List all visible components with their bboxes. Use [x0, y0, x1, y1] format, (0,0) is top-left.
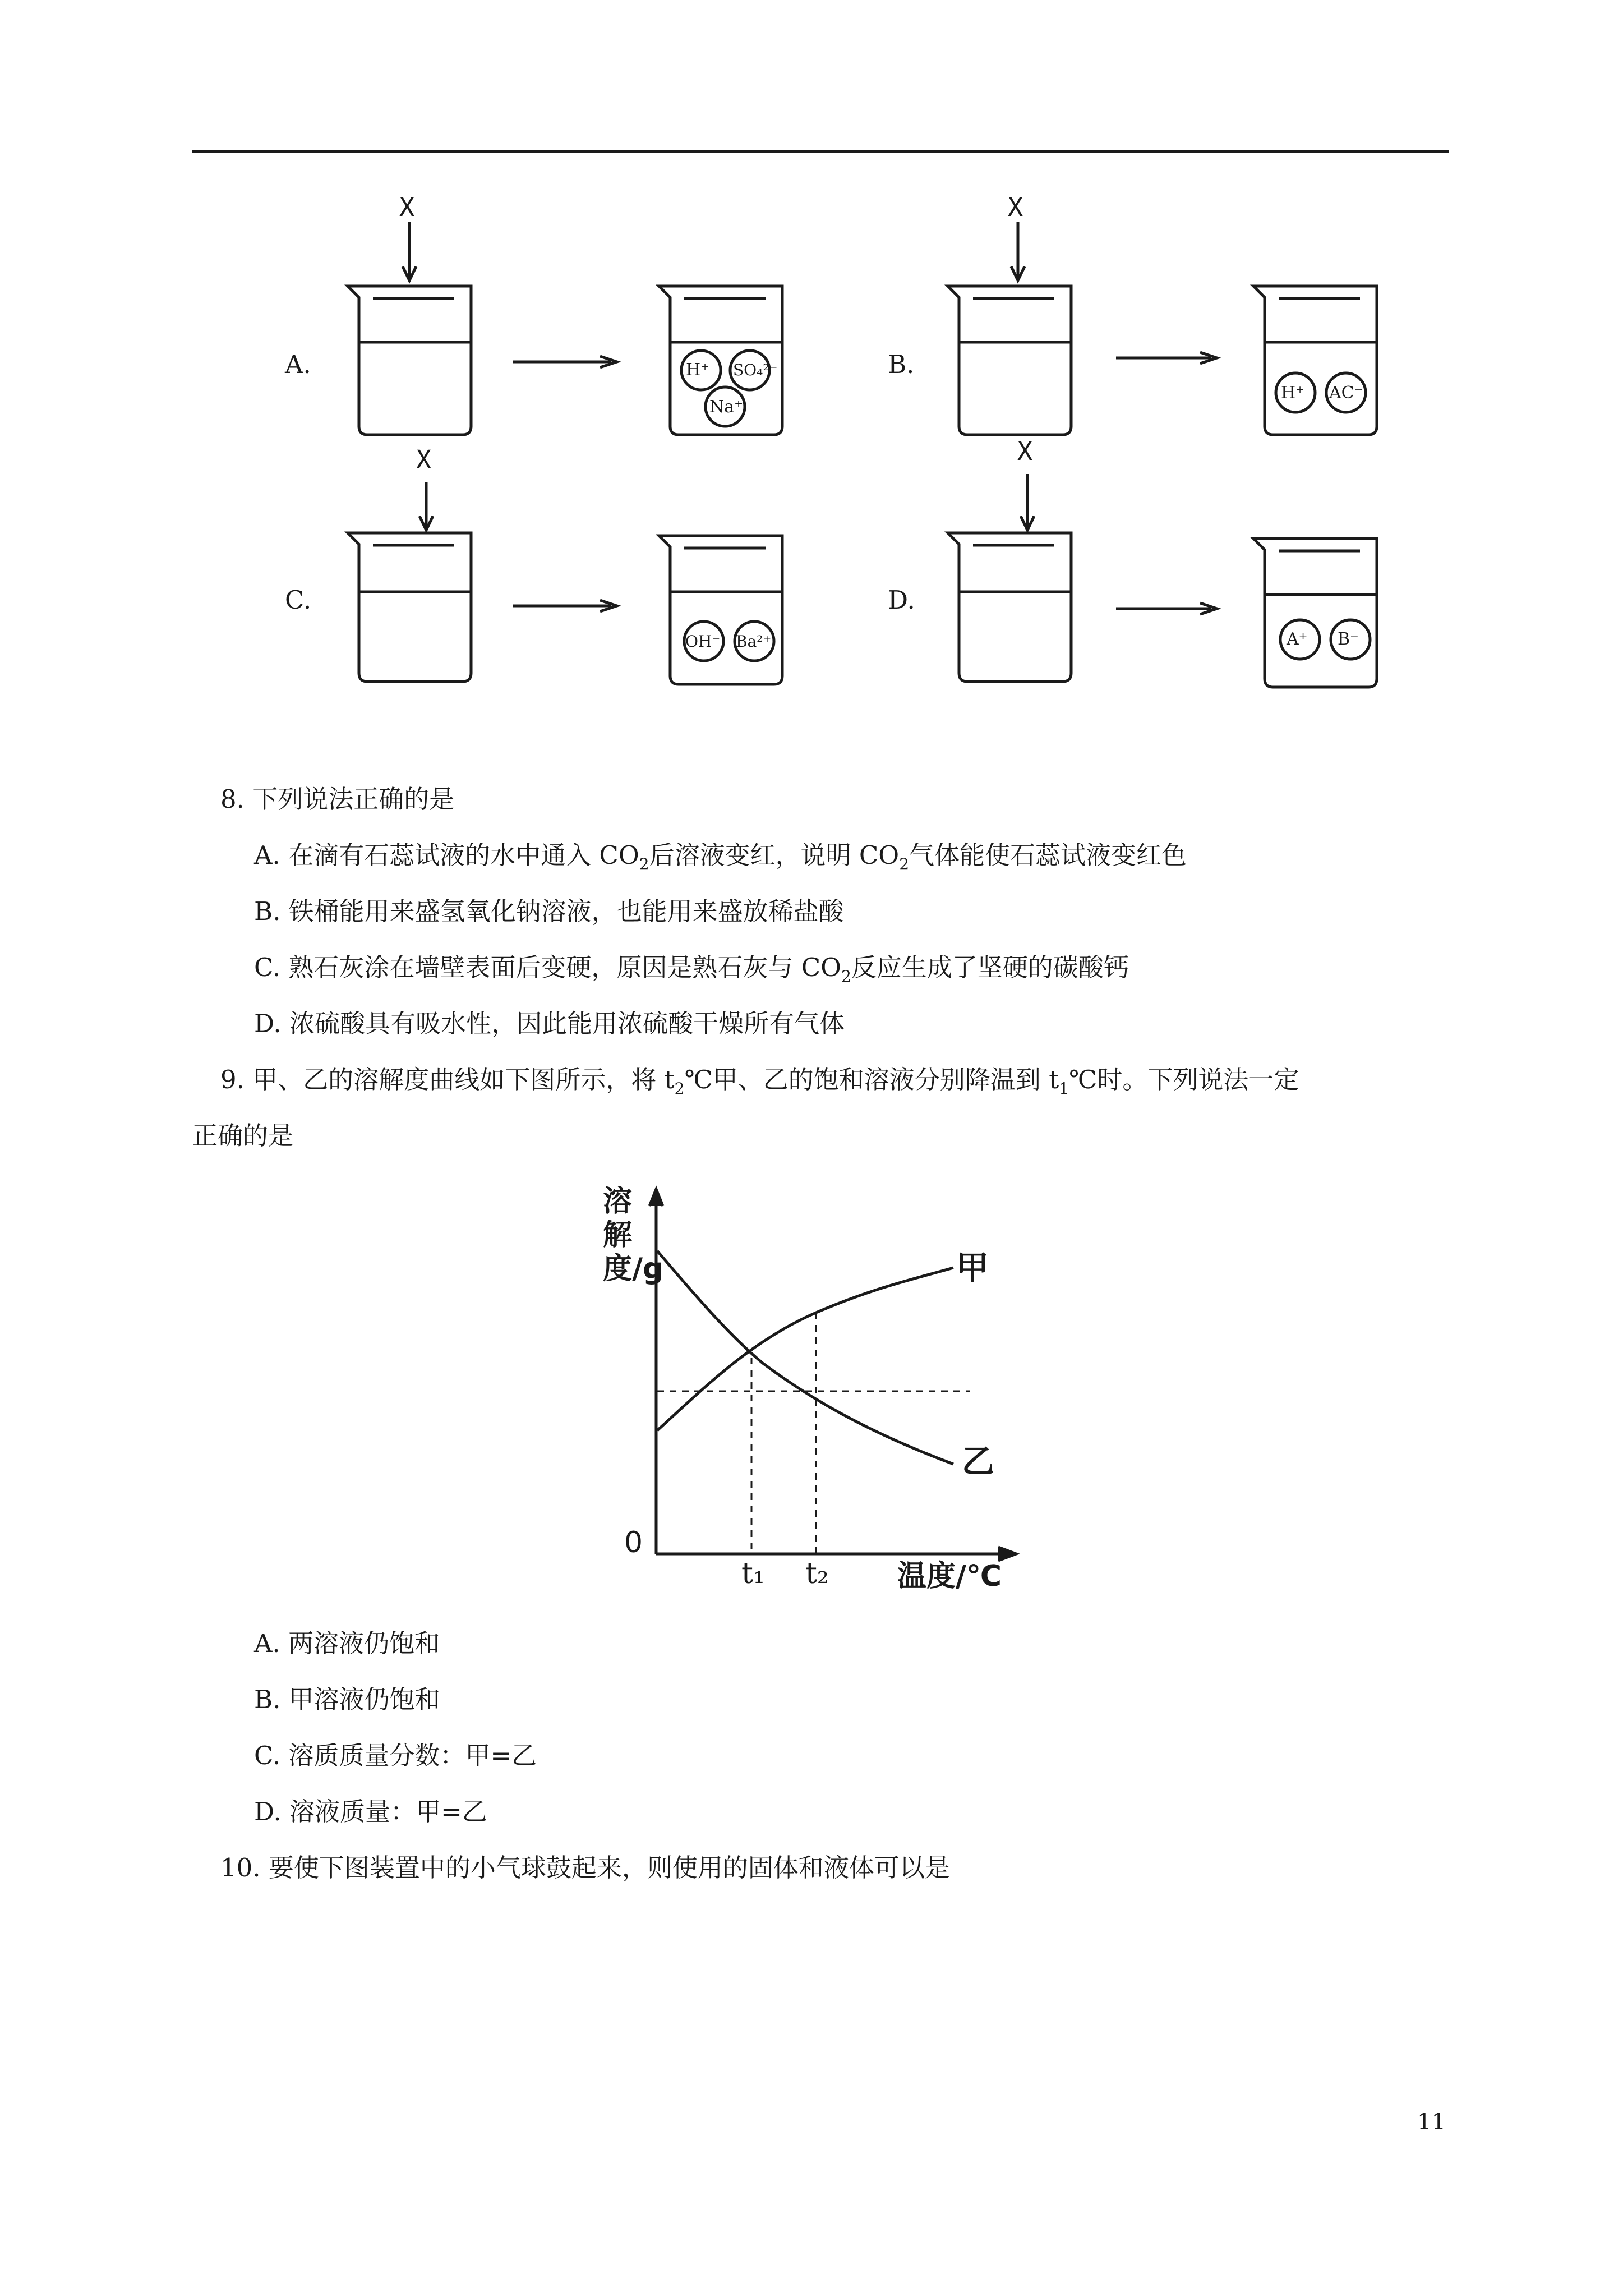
q9-stem-line2: 正确的是: [192, 1121, 294, 1151]
beaker-a-start: [348, 222, 471, 435]
q9-option-a: A. 两溶液仍饱和: [254, 1628, 440, 1658]
beaker-figure: [0, 168, 1623, 729]
ion-c-1: OH⁻: [685, 632, 721, 651]
panel-label-d: D.: [888, 585, 915, 615]
q8-option-b: B. 铁桶能用来盛氢氧化钠溶液，也能用来盛放稀盐酸: [254, 896, 844, 926]
solubility-chart: [594, 1172, 1099, 1599]
arrow-label-a: X: [399, 192, 415, 222]
q8-option-c: C. 熟石灰涂在墙壁表面后变硬，原因是熟石灰与 $CO_2$反应生成了坚硬的碳酸钙: [254, 953, 1129, 986]
y-axis-label: 溶解度/g: [603, 1185, 664, 1286]
ion-c-2: Ba²⁺: [736, 632, 772, 651]
q8-option-a: A. 在滴有石蕊试液的水中通入 $CO_2$后溶液变红，说明 $CO_2$气体能使石蕊试液变红色: [254, 840, 1187, 873]
beaker-b-end: [1253, 286, 1377, 435]
arrow-label-b: X: [1008, 192, 1023, 222]
beaker-c-start: [348, 482, 471, 682]
origin-label: 0: [624, 1526, 643, 1559]
ion-b-1: H⁺: [1281, 383, 1304, 403]
panel-label-a: A.: [285, 349, 311, 379]
beaker-c-end: [659, 536, 782, 684]
arrow-label-d: X: [1017, 436, 1033, 466]
ion-d-1: A⁺: [1287, 629, 1308, 649]
series-line-yi: [657, 1251, 953, 1464]
q9-option-d: D. 溶液质量：甲=乙: [254, 1797, 487, 1826]
x-axis-arrow: [998, 1547, 1016, 1561]
page-number: 11: [1417, 2109, 1446, 2135]
series-label-jia: 甲: [956, 1249, 989, 1287]
y-axis-arrow: [649, 1189, 663, 1206]
panel-label-c: C.: [285, 585, 312, 615]
series-line-jia: [657, 1268, 953, 1430]
beaker-d-end: [1253, 539, 1377, 687]
q8-stem: 8. 下列说法正确的是: [220, 784, 455, 814]
x-axis-label: 温度/℃: [897, 1559, 1002, 1593]
x-tick-t1: t₁: [741, 1557, 765, 1590]
arrow-label-c: X: [416, 445, 432, 475]
ion-d-2: B⁻: [1338, 629, 1359, 649]
q9-option-b: B. 甲溶液仍饱和: [254, 1685, 440, 1714]
ion-a-1: H⁺: [686, 360, 709, 380]
q9-stem: 9. 甲、乙的溶解度曲线如下图所示，将 $t_2℃$甲、乙的饱和溶液分别降温到 $t_1℃$时。下列说法一定: [220, 1065, 1299, 1098]
series-label-yi: 乙: [962, 1442, 995, 1480]
x-tick-t2: t₂: [805, 1557, 829, 1590]
beaker-b-start: [948, 222, 1071, 435]
beaker-d-start: [948, 474, 1071, 682]
ion-a-2: SO₄²⁻: [733, 361, 778, 379]
q9-option-c: C. 溶质质量分数：甲=乙: [254, 1741, 537, 1770]
ion-a-3: Na⁺: [709, 397, 743, 417]
q10-stem: 10. 要使下图装置中的小气球鼓起来，则使用的固体和液体可以是: [220, 1853, 950, 1883]
header-rule: [192, 150, 1449, 153]
panel-label-b: B.: [888, 349, 915, 379]
ion-b-2: AC⁻: [1329, 383, 1363, 403]
q8-option-d: D. 浓硫酸具有吸水性，因此能用浓硫酸干燥所有气体: [254, 1009, 845, 1038]
